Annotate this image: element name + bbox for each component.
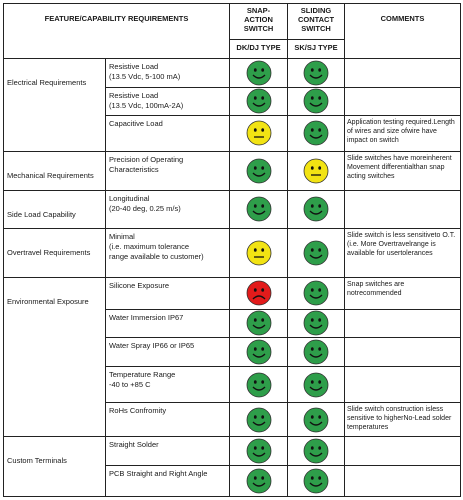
slide-rating-cell	[288, 403, 345, 437]
header-snap-line-3: SWITCH	[243, 24, 274, 33]
feature-text: (13.5 Vdc, 100mA-2A)	[109, 100, 184, 110]
comment-text: Slide switch construction is	[347, 406, 431, 414]
happy-face-icon	[303, 407, 329, 433]
table-row	[4, 59, 461, 88]
snap-rating-cell	[230, 466, 288, 497]
table-body	[4, 59, 461, 497]
header-snap-line-2: ACTION	[244, 15, 273, 24]
comment-cell	[345, 115, 461, 151]
comment-cell	[345, 367, 461, 403]
neutral-face-icon	[303, 158, 329, 184]
header-sliding-contact	[288, 4, 345, 59]
feature-cell	[106, 403, 230, 437]
happy-face-icon	[246, 372, 272, 398]
slide-rating-cell	[288, 277, 345, 309]
feature-cell	[106, 437, 230, 466]
feature-cell	[106, 466, 230, 497]
comment-text: to O.T. (i.e. More Overtravel	[347, 231, 456, 248]
happy-face-icon	[246, 468, 272, 494]
category-label: Side Load Capability	[7, 209, 76, 219]
snap-rating-cell	[230, 151, 288, 190]
category-cell	[4, 59, 106, 152]
feature-text: Precision of Operating	[109, 154, 184, 164]
happy-face-icon	[246, 60, 272, 86]
feature-text: Characteristics	[109, 164, 159, 174]
category-label: Custom Terminals	[7, 456, 67, 466]
feature-text: (20-40 deg, 0.25 m/s)	[109, 203, 181, 213]
category-cell	[4, 277, 106, 436]
slide-rating-cell	[288, 87, 345, 115]
feature-cell	[106, 59, 230, 88]
happy-face-icon	[303, 438, 329, 464]
category-label: Electrical Requirements	[7, 78, 87, 87]
feature-cell	[106, 337, 230, 367]
happy-face-icon	[303, 196, 329, 222]
feature-text: RoHs Confromity	[109, 406, 167, 416]
comment-cell	[345, 309, 461, 337]
comment-cell	[345, 59, 461, 88]
neutral-face-icon	[246, 120, 272, 146]
feature-text: Water Immersion IP67	[109, 312, 184, 322]
comment-text: No-Lead solder temperatures	[347, 415, 452, 432]
category-cell	[4, 437, 106, 497]
feature-text: Capacitive Load	[109, 118, 163, 128]
happy-face-icon	[303, 339, 329, 365]
feature-cell	[106, 190, 230, 228]
happy-face-icon	[303, 280, 329, 306]
snap-rating-cell	[230, 87, 288, 115]
comment-text: tolerances	[400, 249, 433, 257]
happy-face-icon	[246, 196, 272, 222]
snap-rating-cell	[230, 190, 288, 228]
slide-rating-cell	[288, 151, 345, 190]
slide-rating-cell	[288, 115, 345, 151]
snap-rating-cell	[230, 115, 288, 151]
feature-text: Temperature Range	[109, 370, 176, 380]
happy-face-icon	[303, 120, 329, 146]
category-label: Environmental Exposure	[7, 296, 89, 306]
comment-text: Snap switches are not	[347, 280, 405, 297]
header-snap-action	[230, 4, 288, 59]
snap-rating-cell	[230, 228, 288, 277]
category-cell	[4, 190, 106, 228]
feature-text: Water Spray IP66 or IP65	[109, 340, 195, 350]
feature-text: -40 to +85 C	[109, 380, 151, 390]
comment-text: wire have impact on switch	[347, 127, 437, 144]
feature-text: (13.5 Vdc, 5-100 mA)	[109, 72, 181, 81]
feature-cell	[106, 151, 230, 190]
happy-face-icon	[303, 60, 329, 86]
happy-face-icon	[303, 240, 329, 266]
comment-text: range is available for user	[347, 240, 436, 257]
comment-cell	[345, 228, 461, 277]
happy-face-icon	[246, 438, 272, 464]
snap-rating-cell	[230, 309, 288, 337]
table-row	[4, 437, 461, 466]
comment-cell	[345, 151, 461, 190]
sad-face-icon	[246, 280, 272, 306]
comment-cell	[345, 190, 461, 228]
snap-rating-cell	[230, 59, 288, 88]
comment-text: than snap acting switches	[347, 163, 445, 180]
comment-text: recommended	[356, 289, 402, 297]
snap-rating-cell	[230, 367, 288, 403]
comment-cell	[345, 466, 461, 497]
neutral-face-icon	[246, 240, 272, 266]
header-snap-line-1: SNAP-	[246, 6, 271, 15]
table-row	[4, 277, 461, 309]
feature-text: Straight Solder	[109, 440, 159, 450]
header-feature: FEATURE/CAPABILITY REQUIREMENTS	[4, 4, 230, 59]
happy-face-icon	[246, 88, 272, 114]
feature-cell	[106, 277, 230, 309]
comment-cell	[345, 403, 461, 437]
header-slide-line-2: CONTACT	[297, 15, 335, 24]
comment-text: Slide switch is less sensitive	[347, 231, 435, 239]
slide-rating-cell	[288, 367, 345, 403]
comment-text: Application testing required.	[347, 118, 434, 126]
comment-cell	[345, 277, 461, 309]
category-cell	[4, 228, 106, 277]
feature-text: Silicone Exposure	[109, 280, 170, 290]
happy-face-icon	[246, 407, 272, 433]
feature-text: Longitudinal	[109, 193, 150, 203]
happy-face-icon	[303, 372, 329, 398]
feature-cell	[106, 309, 230, 337]
snap-rating-cell	[230, 277, 288, 309]
happy-face-icon	[246, 310, 272, 336]
feature-text: Resistive Load	[109, 90, 159, 100]
header-slide-line-1: SLIDING	[300, 6, 332, 15]
snap-rating-cell	[230, 437, 288, 466]
happy-face-icon	[246, 158, 272, 184]
table-row	[4, 228, 461, 277]
happy-face-icon	[303, 310, 329, 336]
feature-cell	[106, 228, 230, 277]
happy-face-icon	[303, 88, 329, 114]
feature-text: range available to customer)	[109, 251, 204, 261]
feature-text: (i.e. maximum tolerance	[109, 241, 190, 251]
category-cell	[4, 151, 106, 190]
category-label: Mechanical Requirements	[7, 170, 94, 180]
slide-rating-cell	[288, 337, 345, 367]
snap-rating-cell	[230, 337, 288, 367]
header-comments: COMMENTS	[345, 4, 461, 59]
header-slide-type: SK/SJ TYPE	[294, 43, 338, 52]
happy-face-icon	[246, 339, 272, 365]
feature-cell	[106, 115, 230, 151]
comment-cell	[345, 337, 461, 367]
comment-text: inherent Movement differential	[347, 154, 452, 171]
comment-cell	[345, 437, 461, 466]
comment-text: Slide switches have more	[347, 154, 427, 162]
category-label: Overtravel Requirements	[7, 247, 91, 257]
header-snap-type: DK/DJ TYPE	[236, 43, 281, 52]
feature-cell	[106, 367, 230, 403]
snap-rating-cell	[230, 403, 288, 437]
header-slide-line-3: SWITCH	[301, 24, 331, 33]
comment-cell	[345, 87, 461, 115]
table-row	[4, 151, 461, 190]
comment-text: Length of wires and size of	[347, 118, 455, 135]
feature-text: Resistive Load	[109, 62, 159, 71]
feature-text: PCB Straight and Right Angle	[109, 469, 208, 479]
slide-rating-cell	[288, 309, 345, 337]
slide-rating-cell	[288, 190, 345, 228]
happy-face-icon	[303, 468, 329, 494]
slide-rating-cell	[288, 59, 345, 88]
slide-rating-cell	[288, 228, 345, 277]
feature-cell	[106, 87, 230, 115]
comment-text: less sensitive to higher	[347, 406, 444, 423]
comparison-table	[3, 3, 461, 497]
slide-rating-cell	[288, 437, 345, 466]
feature-text: Minimal	[109, 231, 135, 241]
table-row	[4, 190, 461, 228]
slide-rating-cell	[288, 466, 345, 497]
